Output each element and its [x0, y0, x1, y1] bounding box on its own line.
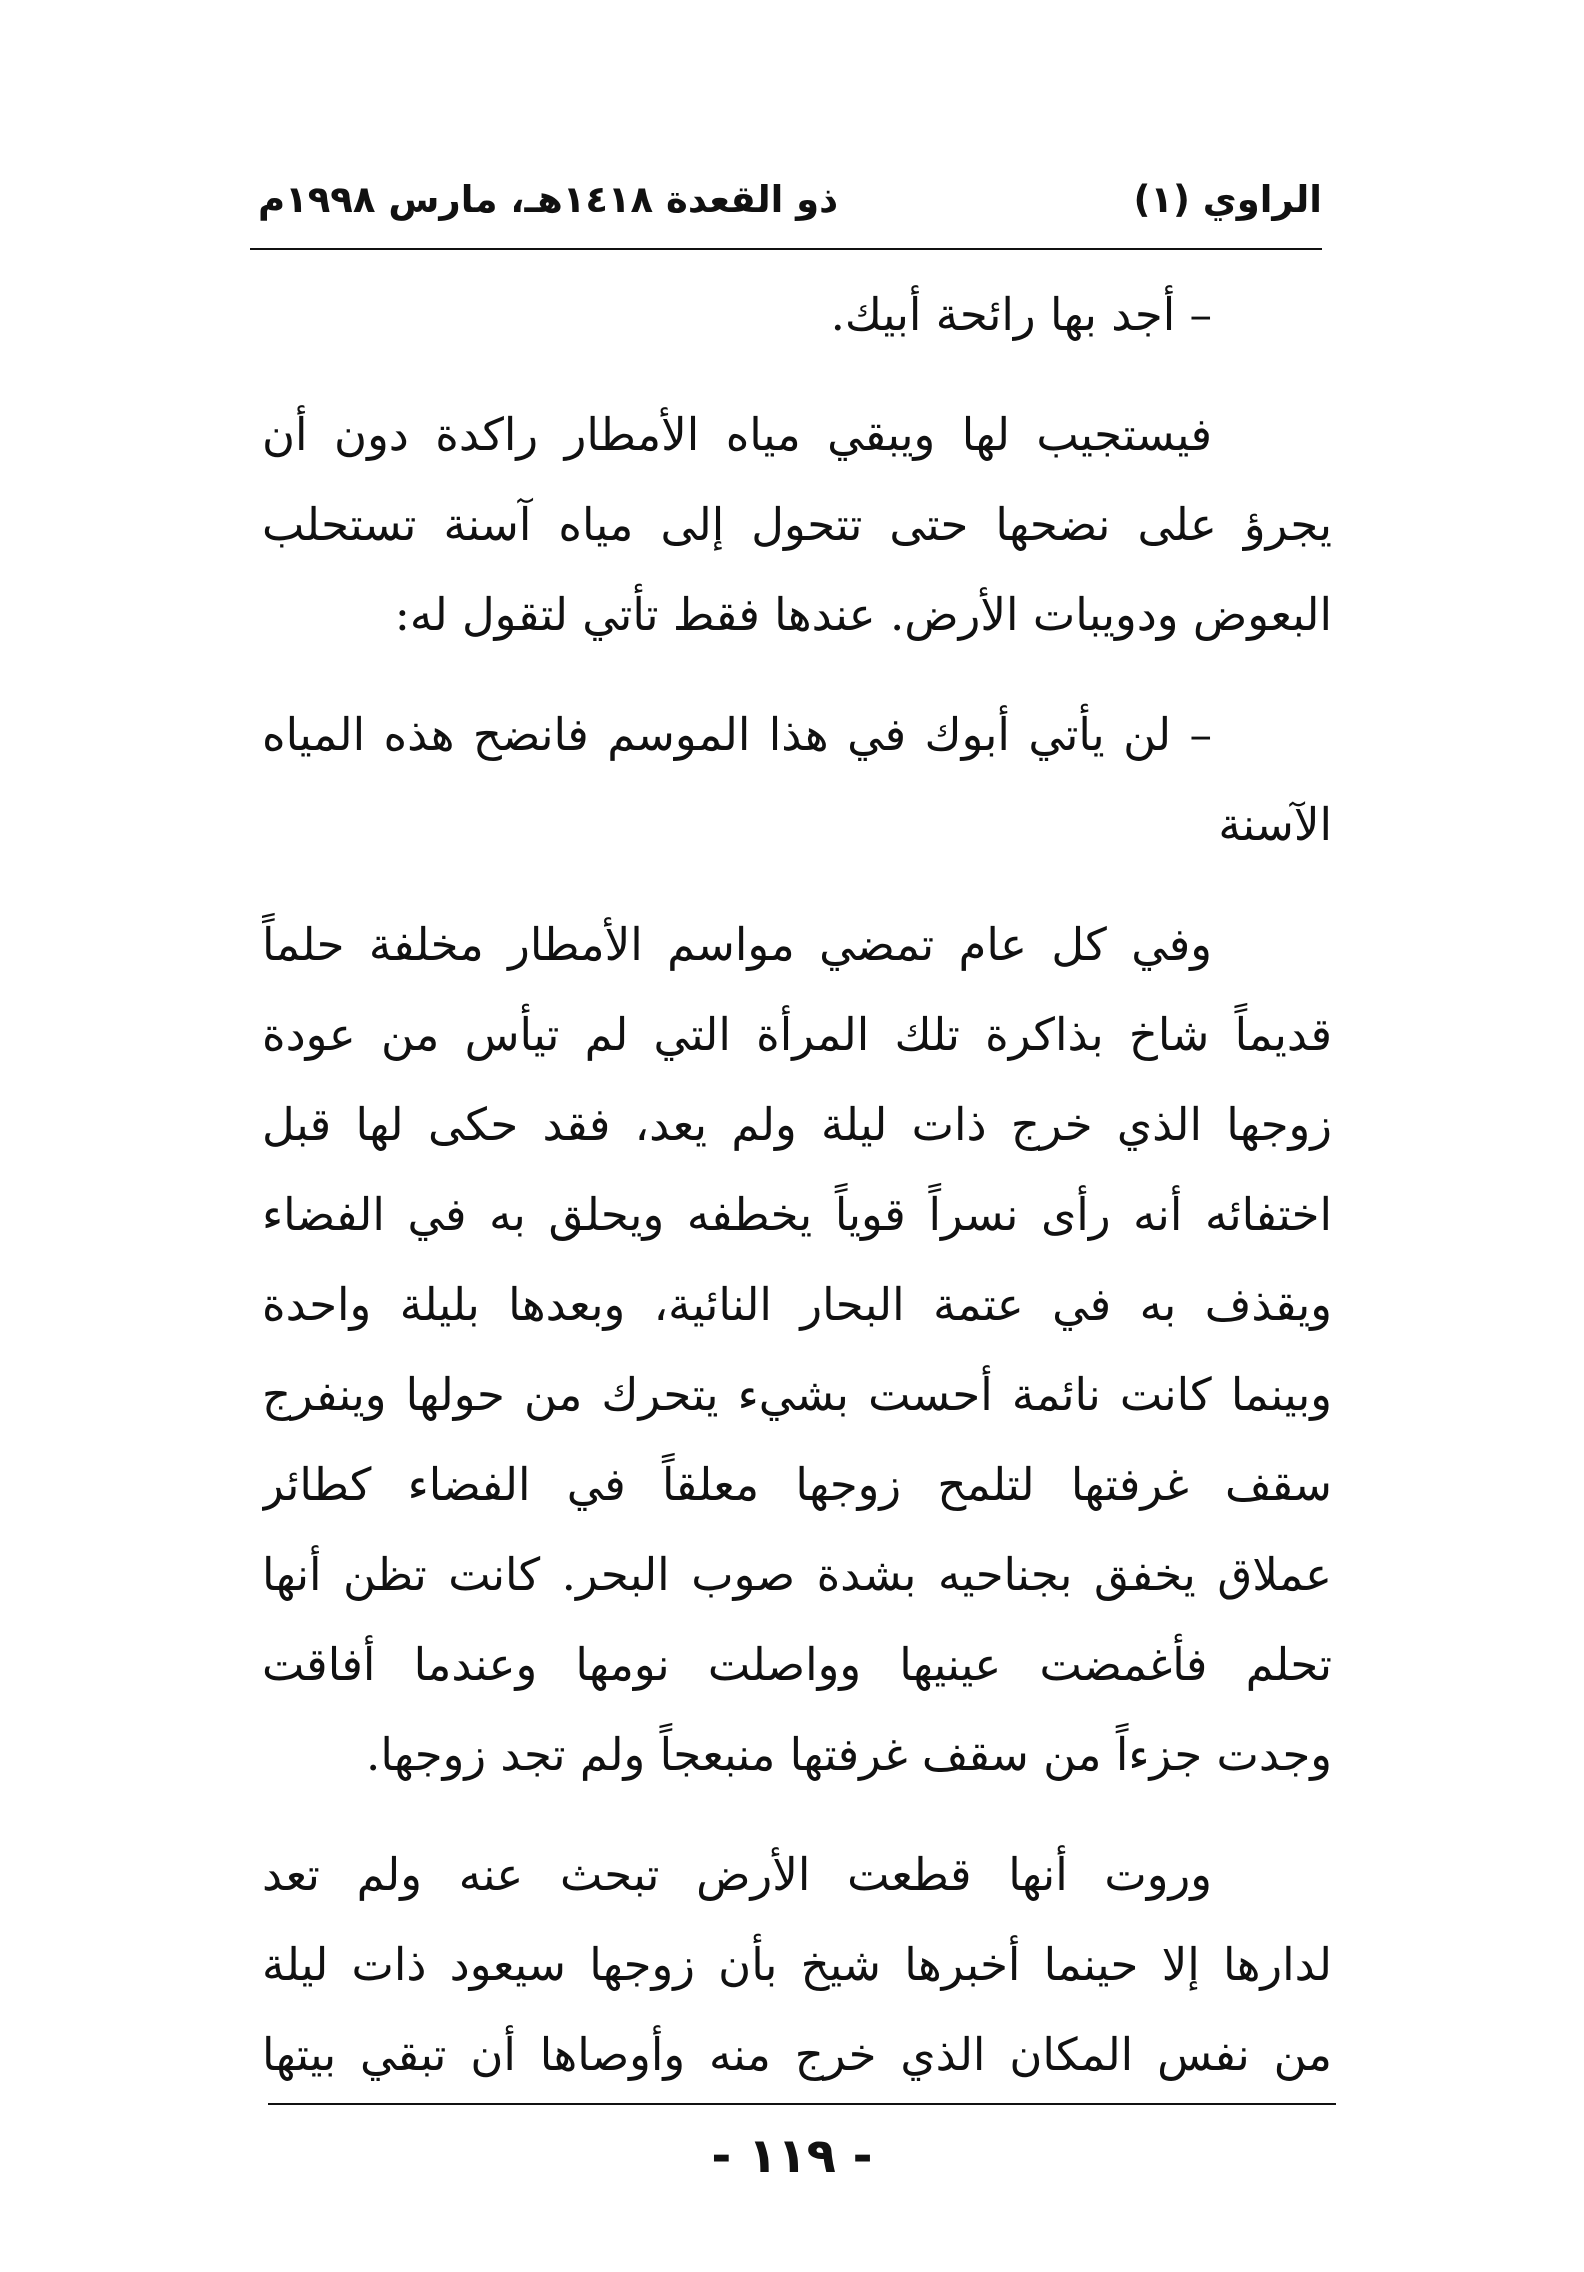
paragraph-line: فيستجيب لها ويبقي مياه الأمطار راكدة دون أن: [262, 408, 1212, 461]
paragraph-line: وبينما كانت نائمة أحست بشيء يتحرك من حولها وينفرج: [262, 1368, 1332, 1421]
paragraph-line: يجرؤ على نضحها حتى تتحول إلى مياه آسنة تستحلب: [262, 498, 1332, 551]
page-body: [262, 270, 1332, 2100]
paragraph-line: قديماً شاخ بذاكرة تلك المرأة التي لم تيأس من عودة: [262, 1008, 1332, 1061]
paragraph-line: البعوض ودويبات الأرض. عندها فقط تأتي لتقول له:: [394, 588, 1332, 641]
paragraph-line: من نفس المكان الذي خرج منه وأوصاها أن تبقي بيتها: [262, 2028, 1332, 2081]
paragraph-line: زوجها الذي خرج ذات ليلة ولم يعد، فقد حكى لها قبل: [262, 1098, 1332, 1151]
paragraph-gap: [262, 870, 1332, 900]
page-number: - ١١٩ -: [711, 2128, 873, 2184]
paragraph-line: وفي كل عام تمضي مواسم الأمطار مخلفة حلماً: [262, 918, 1212, 971]
footer-rule: [268, 2103, 1336, 2105]
paragraph-line: وروت أنها قطعت الأرض تبحث عنه ولم تعد: [262, 1848, 1212, 1901]
paragraph-line: وجدت جزءاً من سقف غرفتها منبعجاً ولم تجد زوجها.: [366, 1728, 1332, 1781]
dialogue-line: الآسنة: [1218, 798, 1332, 851]
journal-title: الراوي (١): [1133, 178, 1322, 221]
header-rule: [250, 248, 1322, 250]
paragraph-line: عملاق يخفق بجناحيه بشدة صوب البحر. كانت تظن أنها: [262, 1548, 1332, 1601]
paragraph-gap: [262, 660, 1332, 690]
paragraph-gap: [262, 360, 1332, 390]
running-header: [250, 178, 1322, 244]
paragraph-line: ويقذف به في عتمة البحار النائية، وبعدها بليلة واحدة: [262, 1278, 1332, 1331]
paragraph-line: سقف غرفتها لتلمح زوجها معلقاً في الفضاء كطائر: [262, 1458, 1332, 1511]
paragraph-line: لدارها إلا حينما أخبرها شيخ بأن زوجها سيعود ذات ليلة: [262, 1938, 1332, 1991]
paragraph-line: اختفائه أنه رأى نسراً قوياً يخطفه ويحلق به في الفضاء: [262, 1188, 1332, 1241]
paragraph-gap: [262, 1800, 1332, 1830]
paragraph-line: تحلم فأغمضت عينيها وواصلت نومها وعندما أفاقت: [262, 1638, 1332, 1691]
issue-date: ذو القعدة ١٤١٨هـ، مارس ١٩٩٨م: [258, 178, 839, 221]
dialogue-line: – أجد بها رائحة أبيك.: [830, 288, 1212, 341]
dialogue-line: – لن يأتي أبوك في هذا الموسم فانضح هذه المياه: [262, 708, 1212, 761]
